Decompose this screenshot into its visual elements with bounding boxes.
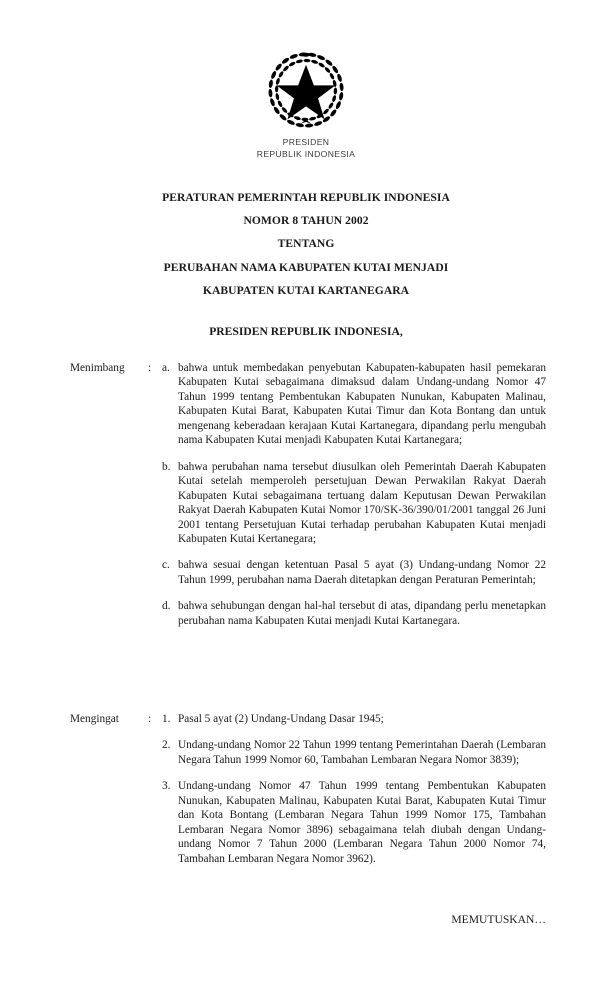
emblem-caption-line-1: PRESIDEN [282, 137, 330, 147]
section-mengingat [70, 712, 546, 866]
indonesian-presidential-seal-icon [264, 48, 348, 132]
item-marker: d. [162, 600, 171, 613]
section-menimbang [70, 361, 546, 628]
title-line-regulation-type: PERATURAN PEMERINTAH REPUBLIK INDONESIA [162, 191, 450, 204]
presidential-emblem-block [0, 48, 612, 160]
list-item [162, 712, 546, 726]
title-line-subject-2: KABUPATEN KUTAI KARTANEGARA [202, 283, 410, 297]
emblem-caption [0, 137, 612, 160]
list-item [162, 779, 546, 866]
clause-item-list [162, 361, 546, 628]
clause-item-list [162, 712, 546, 866]
item-marker: 1. [162, 713, 171, 725]
section-label-menimbang: Menimbang [70, 362, 125, 374]
list-item [162, 361, 546, 448]
item-marker: c. [162, 559, 170, 572]
section-label-mengingat: Mengingat [70, 713, 119, 725]
clause-row [70, 361, 546, 628]
item-marker: b. [162, 460, 171, 473]
item-marker: 3. [162, 780, 171, 793]
item-marker: 2. [162, 739, 171, 752]
list-item [162, 738, 546, 767]
item-text: Pasal 5 ayat (2) Undang-Undang Dasar 1945; [178, 713, 384, 725]
title-line-subject-1: PERUBAHAN NAMA KABUPATEN KUTAI MENJADI [163, 260, 449, 274]
emblem-caption-line-2: REPUBLIK INDONESIA [256, 148, 356, 159]
title-line-about: TENTANG [277, 237, 335, 251]
clause-row [70, 712, 546, 866]
section-colon: : [148, 713, 152, 725]
item-text: bahwa sesuai dengan ketentuan Pasal 5 ayat (3) Undang-undang Nomor 22 Tahun 1999, perubahan nama Daerah ditetapkan dengan Peraturan Pemerintah; [178, 559, 546, 586]
item-text: Undang-undang Nomor 47 Tahun 1999 tentang Pembentukan Kabupaten Nunukan, Kabupaten Malinau, Kabupaten Kutai Barat, Kabupaten Kutai Timur dan Kota Bontang (Lembaran Negara Tahun 1999 Nomor 175, Tambahan Lembaran Negara Nomor 3896) sebagaimana telah diubah dengan Undang-undang Nomor 7 Tahun 2000 (Lembaran Negara Tahun 2000 Nomor 74, Tambahan Lembaran Negara Nomor 3962). [178, 780, 546, 865]
list-item [162, 599, 546, 628]
item-text: bahwa sehubungan dengan hal-hal tersebut di atas, dipandang perlu menetapkan perubahan nama Kabupaten Kutai menjadi Kutai Kartanegara. [178, 600, 546, 627]
section-colon: : [148, 362, 152, 374]
item-text: bahwa perubahan nama tersebut diusulkan oleh Pemerintah Daerah Kabupaten Kutai setelah memperoleh persetujuan Dewan Perwakilan Rakyat Daerah Kabupaten Kutai sebagaimana tertuang dalam Keputusan Dewan Perwakilan Rakyat Daerah Kabupaten Kutai Nomor 170/SK-36/390/01/2001 tanggal 26 Juni 2001 tentang Persetujuan Kutai terhadap perubahan Kabupaten Kutai menjadi Kabupaten Kutai Kertanegara; [178, 460, 546, 545]
title-line-number: NOMOR 8 TAHUN 2002 [243, 214, 369, 228]
issuing-authority-heading: PRESIDEN REPUBLIK INDONESIA, [209, 325, 403, 338]
list-item [162, 460, 546, 547]
continuation-note: MEMUTUSKAN… [451, 913, 546, 926]
document-title-block [0, 186, 612, 302]
item-text: bahwa untuk membedakan penyebutan Kabupaten-kabupaten hasil pemekaran Kabupaten Kutai sebagaimana dimaksud dalam Undang-undang Nomor 47 Tahun 1999 tentang Pembentukan Kabupaten Nunukan, Kabupaten Malinau, Kabupaten Kutai Barat, Kabupaten Kutai Timur dan Kota Bontang dan untuk mengenang keberadaan kerajaan Kutai Kartanegara, dipandang perlu mengubah nama Kabupaten Kutai menjadi Kabupaten Kutai Kartanegara; [178, 362, 546, 447]
item-marker: a. [162, 362, 170, 374]
list-item [162, 558, 546, 587]
item-text: Undang-undang Nomor 22 Tahun 1999 tentang Pemerintahan Daerah (Lembaran Negara Tahun 1999 Nomor 60, Tambahan Lembaran Negara Nomor 3839); [178, 739, 546, 766]
